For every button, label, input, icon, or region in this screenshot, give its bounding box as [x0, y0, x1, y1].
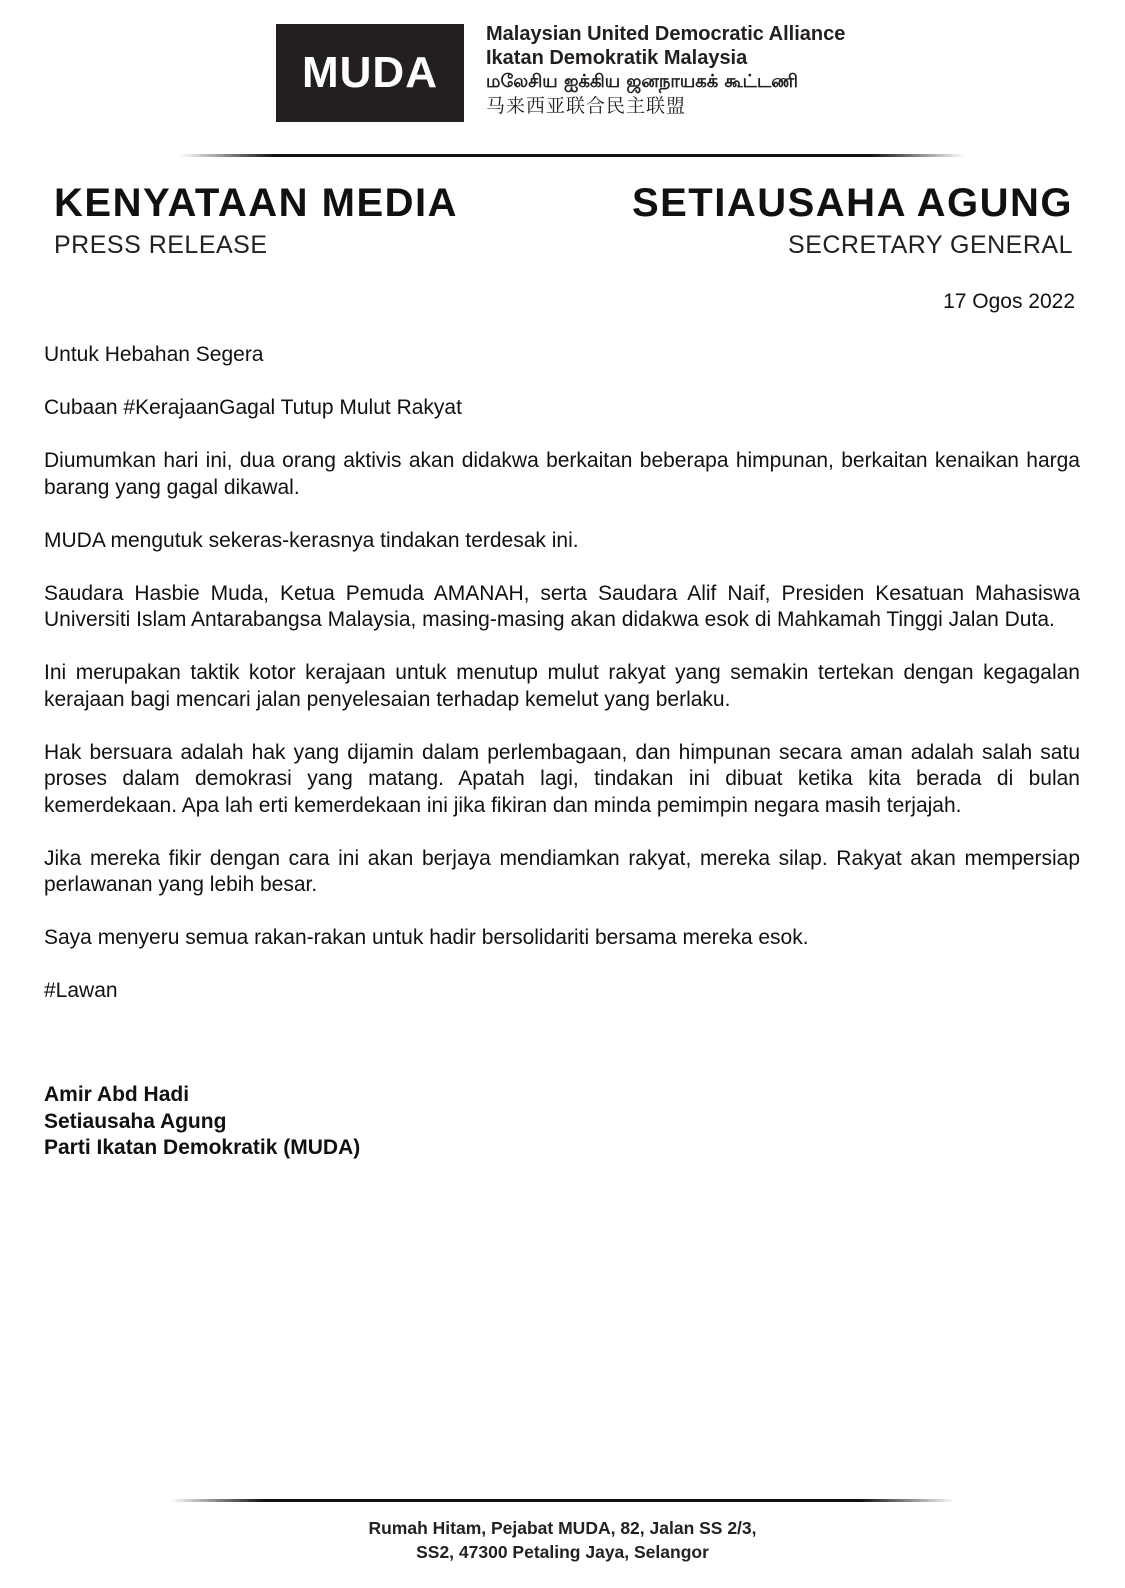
press-release-subtitle: PRESS RELEASE: [54, 231, 268, 259]
press-release-title: KENYATAAN MEDIA: [54, 181, 459, 225]
body-paragraph: Saya menyeru semua rakan-rakan untuk hadir bersolidariti bersama mereka esok.: [44, 926, 809, 949]
hashtag: #Lawan: [44, 979, 118, 1002]
signatory-title: Setiausaha Agung: [44, 1109, 227, 1133]
release-date: 17 Ogos 2022: [943, 290, 1075, 313]
body-paragraph: Ini merupakan taktik kotor kerajaan untuk menutup mulut rakyat yang semakin tertekan dengan kegagalan kerajaan bagi mencari jalan penyelesaian terhadap kemelut yang berlaku.: [44, 661, 1080, 711]
statement-body: [44, 342, 1080, 1031]
party-name-english: Malaysian United Democratic Alliance: [486, 23, 846, 45]
logo-text: MUDA: [302, 48, 438, 97]
signature-block: [44, 1082, 360, 1162]
footer-divider: [170, 1499, 955, 1502]
header-divider: [180, 154, 965, 157]
party-name-chinese: 马来西亚联合民主联盟: [486, 95, 687, 117]
address-line-2: SS2, 47300 Petaling Jaya, Selangor: [416, 1542, 709, 1562]
party-name-malay: Ikatan Demokratik Malaysia: [486, 47, 748, 69]
body-paragraph: Untuk Hebahan Segera: [44, 343, 264, 366]
secretary-general-subtitle: SECRETARY GENERAL: [788, 231, 1073, 259]
body-paragraph: Jika mereka fikir dengan cara ini akan berjaya mendiamkan rakyat, mereka silap. Rakyat akan mempersiap perlawanan yang lebih besar.: [44, 846, 1080, 896]
secretary-general-heading: [632, 180, 1073, 262]
signatory-organization: Parti Ikatan Demokratik (MUDA): [44, 1136, 361, 1159]
party-names: [486, 22, 906, 118]
muda-logo: [276, 24, 464, 122]
body-paragraph: Hak bersuara adalah hak yang dijamin dalam perlembagaan, dan himpunan secara aman adalah salah satu proses dalam demokrasi yang matang. Apatah lagi, tindakan ini dibuat ketika kita berada di bulan kemerdekaan. Apa lah erti kemerdekaan ini jika fikiran dan minda pemimpin negara masih terjajah.: [44, 740, 1080, 817]
statement-title: Cubaan #KerajaanGagal Tutup Mulut Rakyat: [44, 396, 462, 419]
signatory-name: Amir Abd Hadi: [44, 1083, 190, 1106]
body-paragraph: Diumumkan hari ini, dua orang aktivis akan didakwa berkaitan beberapa himpunan, berkaitan kenaikan harga barang yang gagal dikawal.: [44, 449, 1080, 499]
footer-address: [0, 1516, 1125, 1564]
address-line-1: Rumah Hitam, Pejabat MUDA, 82, Jalan SS 2/3,: [368, 1518, 757, 1538]
body-paragraph: MUDA mengutuk sekeras-kerasnya tindakan terdesak ini.: [44, 528, 579, 552]
body-paragraph: Saudara Hasbie Muda, Ketua Pemuda AMANAH, serta Saudara Alif Naif, Presiden Kesatuan Mahasiswa Universiti Islam Antarabangsa Malaysia, masing-masing akan didakwa esok di Mahkamah Tinggi Jalan Duta.: [44, 581, 1080, 631]
press-release-heading: [54, 180, 458, 262]
secretary-general-title: SETIAUSAHA AGUNG: [631, 181, 1073, 225]
party-name-tamil: மலேசிய ஐக்கிய ஜனநாயகக் கூட்டணி: [486, 71, 799, 92]
